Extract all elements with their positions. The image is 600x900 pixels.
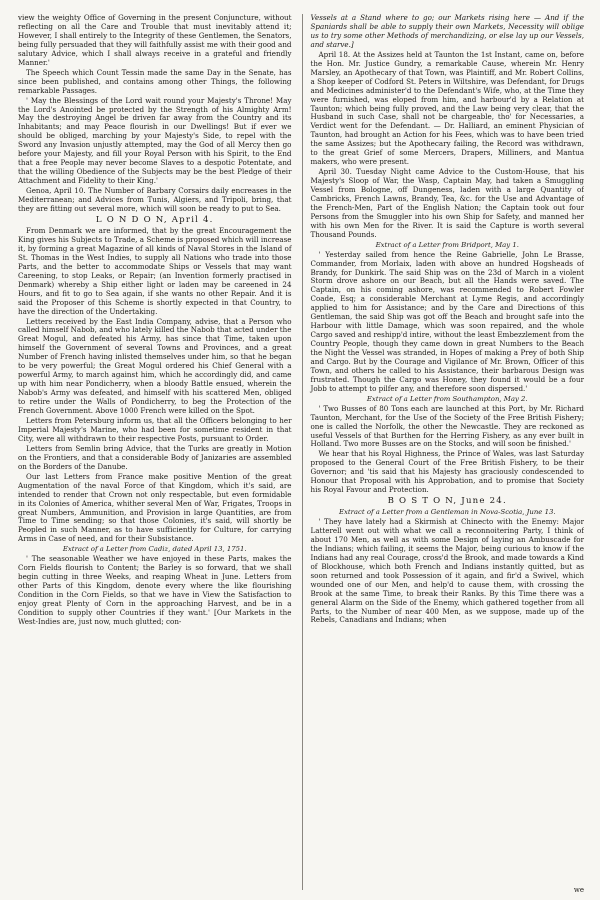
article-paragraph: ' The seasonable Weather we have enjoyed in these Parts, makes the Corn Fields flourish to Content; the Barley is so forward, that we shall begin cutting in three Weeks, and reaping Wheat in June. Letters from other Parts of this Kingdom, denote every where the like flourishing Condition in the Corn Fields, so that we have in View the Satisfaction to enjoy great Plenty of Corn in the approaching Harvest, and be in a Condition to supply other Countries if they want.' [Our Markets in the West-Indies are, just now, much glutted; con-	[18, 554, 292, 626]
left-column	[18, 14, 292, 890]
article-paragraph: ' Two Busses of 80 Tons each are launched at this Port, by Mr. Richard Taunton, Merchant, for the Use of the Society of the Free British Fishery; one is called the Norfolk, the other the Newcastle. They are reckoned as useful Vessels of that Burthen for the Herring Fishery, as any ever built in Holland. Two more Busses are on the Stocks, and will soon be finished.'	[310, 403, 584, 449]
article-paragraph: The Speech which Count Tessin made the same Day in the Senate, has since been published, and contains among other Things, the following remarkable Passages.	[18, 67, 292, 95]
extract-heading-nova-scotia: Extract of a Letter from a Gentleman in Nova-Scotia, June 13.	[338, 508, 556, 517]
article-paragraph: Letters received by the East India Company, advise, that a Person who called himself Nabob, and who lately killed the Nabob that acted under the Great Mogul, and defeated his Army, has since that Time, taken upon himself the Government of several Towns and Provinces, and a great Number of French having inlisted themselves under him, so that he began to be very powerful; the Great Mogul ordered his Chief General with a powerful Army, to march against him, which he accordingly did, and came up with him near Pondicherry, when a bloody Battle ensued, wherein the Nabob's Army was defeated, and himself with his scattered Men, obliged to retire under the Walls of Pondicherry, to beg the Protection of the French Government. Above 1000 French were killed on the Spot.	[18, 316, 292, 416]
dateline-london: L O N D O N, April 4.	[95, 214, 214, 225]
article-paragraph: ' Yesterday sailed from hence the Reine Gabrielle, John Le Brasse, Commander, from Morlaix, laden with above an hundred Hogsheads of Brandy, for Dunkirk. The said Ship was on the 23d of March in a violent Storm drove ashore on our Beach, but all the Hands were saved. The Captain, on his coming ashore, was recommended to Robert Fowler Coade, Esq; a considerable Merchant at Lyme Regis, and accordingly applied to him for Assistance; and by the Care and Directions of this Gentleman, the said Ship was got off the Beach and brought safe into the Harbour with little Damage, which was soon repaired, and the whole Cargo saved and reshipp'd intire, without the least Embezzlement from the Country People, though they came down in great Numbers to the Beach the Night the Vessel was stranded, in Hopes of making a Prey of both Ship and Cargo. But by the Courage and Vigilance of Mr. Brown, Officer of this Town, and others he called to his Assistance, their barbarous Design was frustrated. Though the Cargo was Honey, they found it would be a four Jobb to attempt to pilfer any, and therefore soon dispersed.'	[310, 249, 584, 393]
right-column	[302, 14, 585, 890]
article-paragraph: Our last Letters from France make positive Mention of the great Augmentation of the naval Force of that Kingdom, which it's said, are intended to render that Crown not only respectable, but even formidable in its Colonies of America, whither several Men of War, Frigates, Troops in great Numbers, Ammunition, and Provision in large Quantities, are from Time to Time sending; so that those Colonies, it's said, will shortly be Peopled in such Manner, as to have sufficiently for Culture, for carrying Arms in Case of need, and for their Subsistance.	[18, 471, 292, 544]
article-paragraph: view the weighty Office of Governing in the present Conjuncture, without reflecting on all the Care and Trouble that must inevitably attend it; However, I shall entirely to the Integrity of these Gentlemen, the Senators, being fully persuaded that they will faithfully assist me with their good and salutary Advice, which I shall always receive in a grateful and friendly Manner.'	[18, 14, 292, 67]
article-paragraph: April 18. At the Assizes held at Taunton the 1st Instant, came on, before the Hon. Mr. Justice Gundry, a remarkable Cause, wherein Mr. Henry Marsley, an Apothecary of that Town, was Plaintiff, and Mr. Robert Collins, a Shop keeper of Codford St. Peters in Wiltshire, was Defendant, for Drugs and Medicines administer'd to the Defendant's Wife, who, at the Time they were furnished, was eloped from him, and harbour'd by a Relation at Taunton; which being fully proved, and the Law being very clear, that the Husband in such Case, shall not be chargeable, tho' for Necessaries, a Verdict went for the Defendant. — Dr. Halliard, an eminent Physician of Taunton, had brought an Action for his Fees, which was to have been tried the same Assizes; but the Apothecary failing, the Record was withdrawn, to the great Grief of some Mercers, Drapers, Milliners, and Mantua makers, who were present.	[310, 49, 584, 167]
extract-heading-bridport: Extract of a Letter from Bridport, May 1.	[375, 240, 519, 249]
article-paragraph: Letters from Semlin bring Advice, that the Turks are greatly in Motion on the Frontiers, and that a considerable Body of Janizaries are assembled on the Borders of the Danube.	[18, 443, 292, 471]
article-paragraph: We hear that his Royal Highness, the Prince of Wales, was last Saturday proposed to the General Court of the Free British Fishery, to be their Governor; and 'tis said that his Majesty has graciously condescended to Honour that Proposal with his Approbation, and to promise that Society his Royal Favour and Protection.	[310, 449, 584, 495]
extract-heading-cadiz: Extract of a Letter from Cadiz, dated April 13, 1751.	[62, 545, 247, 554]
article-paragraph: April 30. Tuesday Night came Advice to the Custom-House, that his Majesty's Sloop of War, the Wasp, Captain May, had taken a Smuggling Vessel from Bologne, off Dungeness, laden with a large Quantity of Cambricks, French Lawns, Brandy, Tea, &c. for the Use and Advantage of the French-Men, Part of the English Nation; the Captain took out four Persons from the Smuggler into his own Ship for Safety, and manned her with his own Men for the River. It is said the Capture is worth several Thousand Pounds.	[310, 167, 584, 239]
article-paragraph: ' They have lately had a Skirmish at Chinecto with the Enemy: Major Latterell went out with what we call a reconnoitering Party, I think of about 170 Men, as well as with some Design of laying an Ambuscade for the Indians; which failing, it seems the Major, being curious to know if the Indians had any real Courage, cross'd the Brook, and made towards a Kind of Blockhouse, which both French and Indians instantly quitted, but as soon returned and took Possession of it again, and fir'd a Swivel, which wounded one of our Men, and help'd to cause them, with crossing the Brook at the same Time, to break their Ranks. By this Time there was a general Alarm on the Side of the Enemy, which gathered together from all Parts, to the Number of near 400 Men, as we suppose, made up of the Rebels, Canadians and Indians; when	[310, 517, 584, 625]
article-paragraph: Vessels at a Stand where to go; our Markets rising here — And if the Spaniards shall be able to supply their own Markets, Necessity will oblige us to try some other Methods of merchandizing, or else lay up our Vessels, and starve.]	[310, 14, 584, 49]
dateline-boston: B O S T O N, June 24.	[387, 496, 507, 507]
article-paragraph: Genoa, April 10. The Number of Barbary Corsairs daily encreases in the Mediterranean; and Advices from Tunis, Algiers, and Tripoli, bring, that they are fitting out several more, which will soon be ready to put to Sea.	[18, 186, 292, 214]
extract-heading-southampton: Extract of a Letter from Southampton, May 2.	[366, 394, 528, 403]
catchword: we	[573, 886, 584, 894]
article-paragraph: ' May the Blessings of the Lord wait round your Majesty's Throne! May the Lord's Anointed be protected by the Strength of his Almighty Arm! May the destroying Angel be driven far away from the Country and its Inhabitants; and may Peace flourish in our Dwellings! But if ever we should be obliged, marching by your Majesty's Side, to repel with the Sword any Invasion unjustly attempted, may the God of all Mercy then go before your Majesty, and fill your Royal Person with his Spirit, to the End that a free People may never become Slaves to a despotic Potentate, and that the willing Obedience of the Subjects may be the best Pledge of their Attachment and Fidelity to their King.'	[18, 95, 292, 186]
article-paragraph: From Denmark we are informed, that by the great Encouragement the King gives his Subjects to Trade, a Scheme is proposed which will increase it, by forming a great Magazine of all kinds of Naval Stores in the Island of St. Thomas in the West Indies, to supply all Nations who trade into those Parts, and the better to accommodate Ships or Vessels that may want Careening, to stop Leaks, or Repair; (an Invention formerly practised in Denmark) whereby a Ship either light or laden may be careened in 24 Hours, and fit to go to Sea again, if she wants no other Repair. And it is said the Proposer of this Scheme is shortly expected in that Country, to have the direction of the Undertaking.	[18, 225, 292, 316]
article-paragraph: Letters from Petersburg inform us, that all the Officers belonging to her Imperial Majesty's Marine, who had been for sometime resident in that City, were all withdrawn to their respective Posts, pursuant to Order.	[18, 415, 292, 443]
